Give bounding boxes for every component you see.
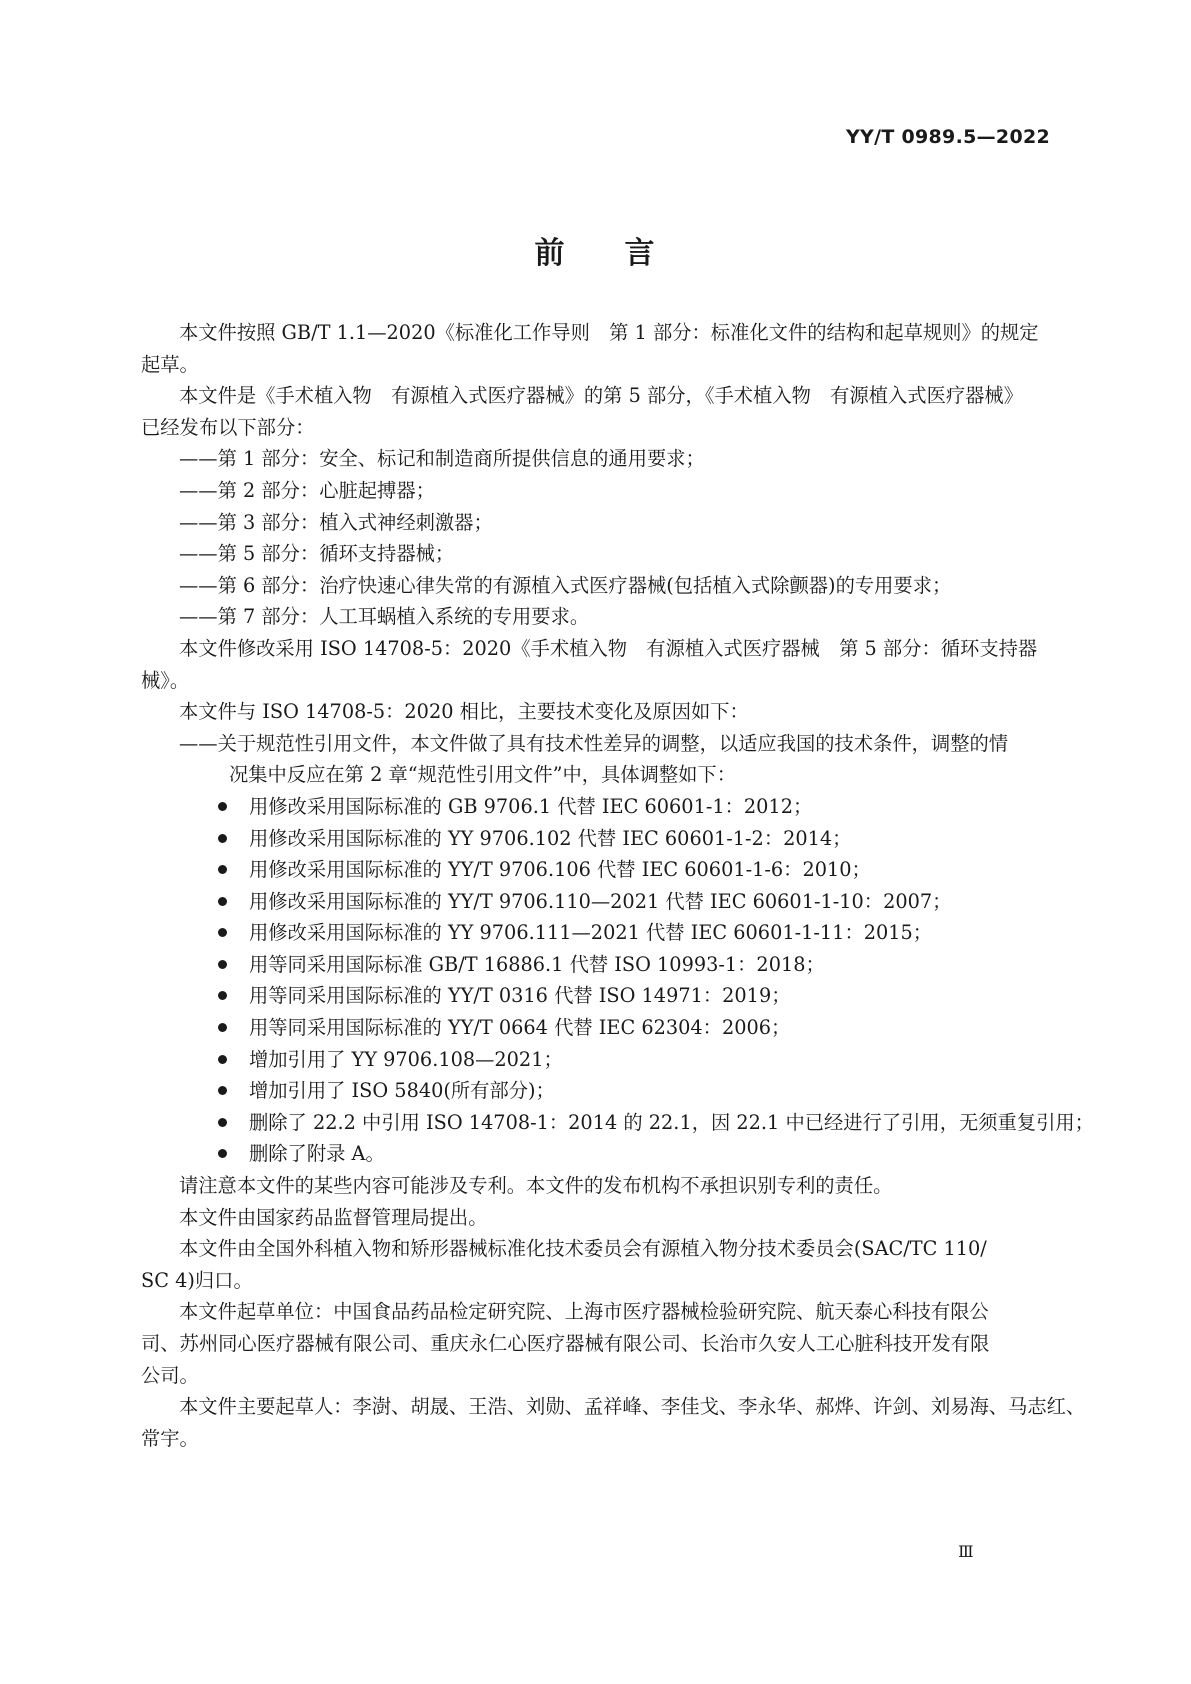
list-item [141,1107,1094,1139]
list-item [141,949,1053,981]
part-list-item: ——第 5 部分：循环支持器械； [179,542,455,566]
bullet-icon [218,1149,227,1158]
bullet-icon [218,834,227,843]
list-item [141,1012,1053,1044]
list-item-text: 删除了 22.2 中引用 ISO 14708-1：2014 的 22.1，因 22.1 中已经进行了引用，无须重复引用； [249,1110,1094,1134]
page-title [0,228,1191,272]
list-item [141,791,1053,823]
paragraph-line: 本文件主要起草人：李澍、胡晟、王浩、刘勋、孟祥峰、李佳戈、李永华、郝烨、许剑、刘易海、马志红、 [179,1395,1086,1419]
paragraph-line: 本文件修改采用 ISO 14708-5：2020《手术植入物 有源植入式医疗器械 第 5 部分：循环支持器 [179,636,1038,660]
paragraph-line: 本文件由国家药品监督管理局提出。 [179,1205,488,1229]
part-list-item: ——第 6 部分：治疗快速心律失常的有源植入式医疗器械(包括植入式除颤器)的专用要求； [179,573,952,597]
bullet-icon [218,960,227,969]
part-list-item: ——第 2 部分：心脏起搏器； [179,478,435,502]
adjustment-list [141,791,1094,1170]
page-number: Ⅲ [958,1542,974,1561]
list-item-text: 用修改采用国际标准的 YY 9706.111—2021 代替 IEC 60601-1-11：2015； [249,921,933,945]
list-item-text: 增加引用了 YY 9706.108—2021； [249,1047,563,1071]
bullet-icon [218,991,227,1000]
list-item [141,1138,1053,1170]
paragraph-line: 本文件由全国外科植入物和矫形器械标准化技术委员会有源植入物分技术委员会(SAC/TC 110/ [179,1237,987,1261]
paragraph-line: 已经发布以下部分： [141,415,315,439]
paragraph-line: 本文件与 ISO 14708-5：2020 相比，主要技术变化及原因如下： [179,700,749,724]
bullet-icon [218,928,227,937]
bullet-icon [218,1055,227,1064]
change-item: ——关于规范性引用文件，本文件做了具有技术性差异的调整，以适应我国的技术条件，调整的情 [179,731,1009,755]
document-code: YY/T 0989.5—2022 [845,126,1050,148]
paragraph-line: 械》。 [141,668,190,692]
paragraph-line: 司、苏州同心医疗器械有限公司、重庆永仁心医疗器械有限公司、长治市久安人工心脏科技开发有限 [141,1332,990,1355]
paragraph-line: 本文件按照 GB/T 1.1—2020《标准化工作导则 第 1 部分：标准化文件的结构和起草规则》的规定 [179,321,1039,344]
title-char-1: 前 [534,236,567,271]
bullet-icon [218,1118,227,1127]
title-char-2: 言 [624,236,657,271]
paragraph-line: 本文件是《手术植入物 有源植入式医疗器械》的第 5 部分，《手术植入物 有源植入式医疗器械》 [179,384,1023,408]
list-item-text: 删除了附录 A。 [249,1142,385,1166]
change-item-continuation: 况集中反应在第 2 章“规范性引用文件”中，具体调整如下： [229,763,736,787]
foreword-body [141,317,1094,1454]
bullet-icon [218,1023,227,1032]
paragraph-line: 请注意本文件的某些内容可能涉及专利。本文件的发布机构不承担识别专利的责任。 [179,1174,893,1198]
bullet-icon [218,1086,227,1095]
list-item-text: 用等同采用国际标准 GB/T 16886.1 代替 ISO 10993-1：2018； [249,952,825,976]
list-item [141,917,1053,949]
paragraph-line: 公司。 [141,1363,199,1387]
list-item [141,980,1053,1012]
part-list-item: ——第 3 部分：植入式神经刺激器； [179,510,493,534]
bullet-icon [218,897,227,906]
part-list-item: ——第 7 部分：人工耳蜗植入系统的专用要求。 [179,605,590,629]
list-item [141,1075,1053,1107]
list-item [141,886,1053,918]
list-item-text: 用等同采用国际标准的 YY/T 0316 代替 ISO 14971：2019； [249,984,791,1008]
list-item [141,1044,1053,1076]
paragraph-line: 本文件起草单位：中国食品药品检定研究院、上海市医疗器械检验研究院、航天泰心科技有限公 [179,1300,989,1324]
part-list-item: ——第 1 部分：安全、标记和制造商所提供信息的通用要求； [179,447,705,471]
list-item-text: 用修改采用国际标准的 YY/T 9706.110—2021 代替 IEC 60601-1-10：2007； [249,889,952,913]
paragraph-line: SC 4)归口。 [141,1268,253,1292]
list-item-text: 用修改采用国际标准的 YY 9706.102 代替 IEC 60601-1-2：2014； [249,826,852,850]
bullet-icon [218,802,227,811]
list-item-text: 用修改采用国际标准的 GB 9706.1 代替 IEC 60601-1：2012； [249,794,813,818]
paragraph-line: 常宇。 [141,1426,199,1450]
list-item-text: 用等同采用国际标准的 YY/T 0664 代替 IEC 62304：2006； [249,1016,791,1040]
list-item [141,854,1053,886]
list-item-text: 用修改采用国际标准的 YY/T 9706.106 代替 IEC 60601-1-6：2010； [249,858,871,882]
paragraph-line: 起草。 [141,352,199,376]
bullet-icon [218,865,227,874]
list-item-text: 增加引用了 ISO 5840(所有部分)； [249,1079,555,1103]
list-item [141,823,1053,855]
